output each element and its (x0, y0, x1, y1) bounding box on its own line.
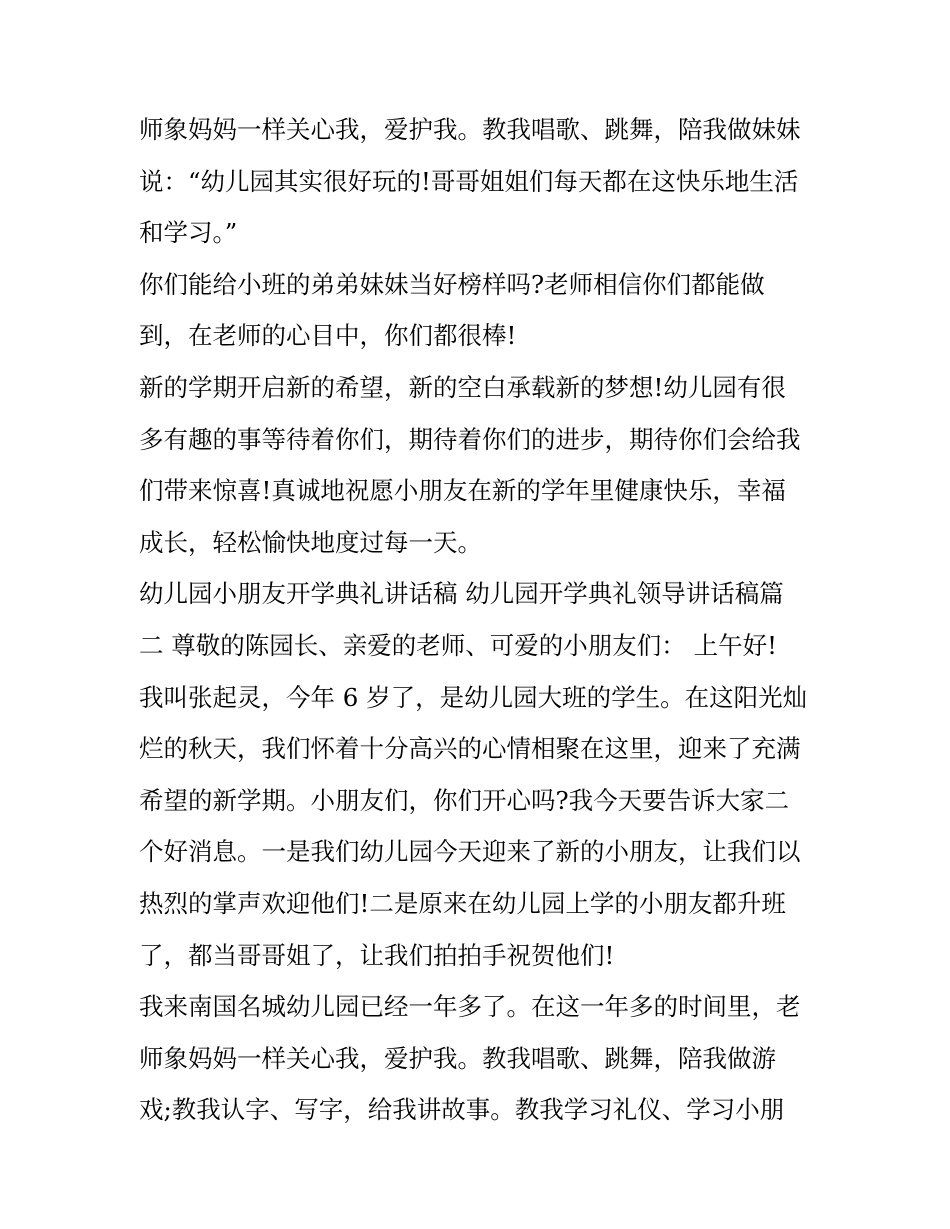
text-line: 希望的新学期。小朋友们，你们开心吗?我今天要告诉大家二 (139, 785, 790, 815)
text-line: 二 尊敬的陈园长、亲爱的老师、可爱的小朋友们： 上午好! (139, 630, 777, 660)
text-line: 你们能给小班的弟弟妹妹当好榜样吗?老师相信你们都能做 (139, 269, 765, 299)
text-line: 和学习。” (139, 218, 238, 248)
text-line: 个好消息。一是我们幼儿园今天迎来了新的小朋友，让我们以 (139, 837, 801, 867)
text-line: 们带来惊喜!真诚地祝愿小朋友在新的学年里健康快乐，幸福 (139, 476, 786, 506)
text-line: 了，都当哥哥姐了，让我们拍拍手祝贺他们! (139, 940, 615, 970)
text-line: 我叫张起灵，今年 6 岁了，是幼儿园大班的学生。在这阳光灿 (139, 682, 808, 712)
text-line: 师象妈妈一样关心我，爱护我。教我唱歌、跳舞，陪我做妹妹 (139, 115, 801, 144)
text-line: 幼儿园小朋友开学典礼讲话稿 幼儿园开学典礼领导讲话稿篇 (139, 579, 784, 609)
text-line: 师象妈妈一样关心我，爱护我。教我唱歌、跳舞，陪我做游 (139, 1043, 776, 1073)
body-text (139, 104, 819, 1136)
text-line: 成长，轻松愉快地度过每一天。 (139, 527, 482, 557)
text-line: 新的学期开启新的希望，新的空白承载新的梦想!幼儿园有很 (139, 372, 786, 402)
text-line: 戏;教我认字、写字，给我讲故事。教我学习礼仪、学习小朋 (139, 1095, 785, 1125)
text-line: 烂的秋天，我们怀着十分高兴的心情相聚在这里，迎来了充满 (139, 734, 801, 764)
text-line: 热烈的掌声欢迎他们!二是原来在幼儿园上学的小朋友都升班 (139, 888, 786, 918)
text-line: 我来南国名城幼儿园已经一年多了。在这一年多的时间里，老 (139, 992, 801, 1022)
text-line: 说：“幼儿园其实很好玩的!哥哥姐姐们每天都在这快乐地生活 (139, 166, 799, 196)
text-line: 多有趣的事等待着你们，期待着你们的进步，期待你们会给我 (139, 424, 801, 454)
text-line: 到，在老师的心目中，你们都很棒! (139, 321, 517, 351)
